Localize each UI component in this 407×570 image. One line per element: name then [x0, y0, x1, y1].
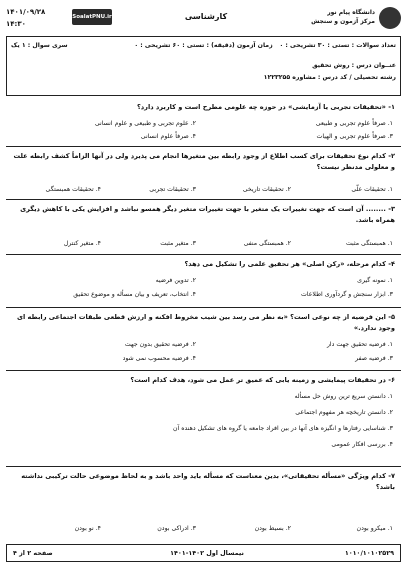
option-1[interactable]: ۱. دانستن سریع ترین روش حل مسأله [294, 393, 393, 400]
question-text: ۱- «تحقیقات تجربی یا آزمایشی» در حوزه چه علومی مطرح است و کاربرد دارد؟ [136, 103, 395, 111]
option-1[interactable]: ۱. همبستگی مثبت [345, 240, 393, 247]
divider [6, 307, 401, 308]
exam-time: ۱۴:۳۰ [6, 20, 26, 28]
exam-duration: زمان آزمون (دقیقه) : تستی : ۶۰ تشریحی : ۰ [134, 42, 273, 49]
option-1[interactable]: ۱. صرفاً علوم تجربی و طبیعی [315, 120, 393, 127]
option-3[interactable]: ۳. متغیر مثبت [160, 240, 196, 247]
page-footer [6, 544, 401, 562]
exam-code: ۱۰۱۰/۱۰۱۰۲۵۲۹ [344, 549, 394, 557]
divider [6, 254, 401, 255]
question-5 [6, 310, 401, 368]
option-1[interactable]: ۱. نمونه گیری [357, 277, 393, 284]
divider [6, 146, 401, 147]
university-name [245, 8, 375, 26]
question-1 [6, 100, 401, 144]
option-2[interactable]: ۲. علوم تجربی و طبیعی و علوم انسانی [94, 120, 196, 127]
option-1[interactable]: ۱. تحقیقات علّی [351, 186, 393, 193]
question-text: ۶- در تحقیقات پیمایشی و زمینه یابی که عمیق تر عمل می شود، هدف کدام است؟ [130, 376, 395, 384]
question-text: ۷- کدام ویژگی «مسأله تحقیقاتی»، بدین معناست که مسأله باید واحد باشد و به لحاظ موضوعی حالت ترکیبی نداشته باشد؟ [21, 472, 395, 491]
question-3 [6, 202, 401, 252]
option-2[interactable]: ۲. بسیط بودن [254, 525, 291, 532]
option-2[interactable]: ۲. تحقیقات تاریخی [242, 186, 291, 193]
option-3[interactable]: ۳. صرفاً علوم تجربی و الهیات [316, 133, 393, 140]
university-line2: مرکز آزمون و سنجش [311, 18, 375, 25]
exam-info-box [6, 36, 401, 96]
option-4[interactable]: ۴. تحقیقات همبستگی [45, 186, 101, 193]
question-text: ۴- کدام مرحله، «رکن اصلی» هر تحقیق علمی را تشکیل می دهد؟ [184, 260, 395, 268]
option-4[interactable]: ۴. نو بودن [74, 525, 101, 532]
divider [6, 370, 401, 371]
exam-page [6, 6, 401, 564]
option-2[interactable]: ۲. فرضیه تحقیق بدون جهت [124, 341, 196, 348]
option-2[interactable]: ۲. تدوین فرضیه [155, 277, 196, 284]
question-series: سری سوال : ۱ یک [11, 42, 68, 49]
option-4[interactable]: ۴. متغیر کنترل [63, 240, 101, 247]
option-1[interactable]: ۱. فرضیه تحقیق جهت دار [326, 341, 393, 348]
option-3[interactable]: ۳. فرضیه صفر [355, 355, 393, 362]
divider [6, 199, 401, 200]
exam-header [6, 6, 401, 32]
question-2 [6, 149, 401, 197]
page-number: صفحه ۲ از ۴ [13, 549, 53, 557]
option-2[interactable]: ۲. همبستگی منفی [243, 240, 291, 247]
question-text: ۲- کدام نوع تحقیقات برای کسب اطلاع از وجود رابطه بین متغیرها انجام می پذیرد ولی در آنها الزاماً کشف رابطه علت و معلولی مدنظر نیست؟ [13, 152, 395, 171]
question-counts: تعداد سوالات : تستی : ۳۰ تشریحی : ۰ [279, 42, 396, 49]
question-6 [6, 373, 401, 463]
field-course-code: رشته تحصیلی / کد درس : مشاوره ۱۲۲۳۲۵۵ [263, 74, 396, 81]
option-4[interactable]: ۴. فرضیه محسوب نمی شود [122, 355, 196, 362]
option-4[interactable]: ۴. صرفاً علوم انسانی [140, 133, 196, 140]
option-4[interactable]: ۴. انتخاب، تعریف و بیان مسأله و موضوع تحقیق [73, 291, 196, 298]
exam-date: ۱۴۰۱/۰۹/۲۸ [6, 8, 46, 16]
option-3[interactable]: ۳. ابزار سنجش و گردآوری اطلاعات [300, 291, 393, 298]
question-text: ۵- این فرضیه از چه نوعی است؟ «به نظر می رسد بین شیب مخروط افکنه و ارزش قطعی طبقات اجتماعی رابطه ای وجود ندارد.» [16, 313, 395, 332]
option-2[interactable]: ۲. دانستن تاریخچه هر مفهوم اجتماعی [295, 409, 393, 416]
question-4 [6, 257, 401, 305]
question-text: ۳- ........ آن است که جهت تغییرات یک متغیر با جهت تغییرات متغیر دیگر همسو نباشد و افزایش یکی با کاهش دیگری همراه باشد. [20, 205, 395, 224]
semester: نیمسال اول ۱۴۰۲-۱۴۰۱ [170, 549, 244, 557]
university-line1: دانشگاه پیام نور [327, 9, 375, 16]
site-logo: SoalatPNU.ir [72, 9, 112, 25]
question-7 [6, 469, 401, 539]
university-logo-icon [379, 7, 401, 29]
option-1[interactable]: ۱. میکرو بودن [356, 525, 393, 532]
date-time-block [6, 6, 70, 32]
option-3[interactable]: ۳. ادراکی بودن [157, 525, 196, 532]
degree-title: کارشناسی [184, 12, 228, 21]
course-title: عنــوان درس : روش تحقیق [312, 62, 396, 69]
option-3[interactable]: ۳. شناسایی رفتارها و انگیزه های آنها در بین افراد جامعه یا گروه های تشکیل دهنده آن [173, 425, 393, 432]
option-3[interactable]: ۳. تحقیقات تجربی [149, 186, 196, 193]
option-4[interactable]: ۴. بررسی افکار عمومی [331, 441, 393, 448]
divider [6, 466, 401, 467]
